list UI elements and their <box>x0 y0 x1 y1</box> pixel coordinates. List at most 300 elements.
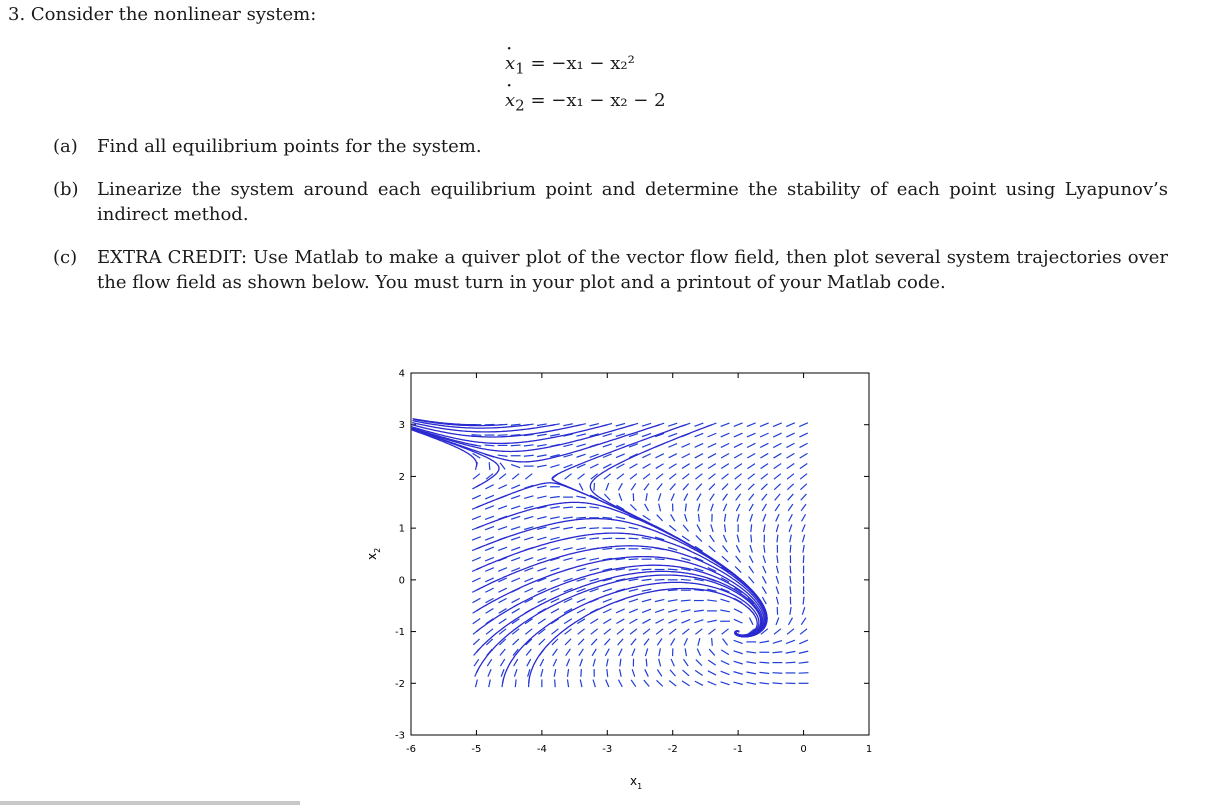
quiver-arrow <box>615 528 625 529</box>
quiver-arrow <box>524 496 533 499</box>
quiver-arrow <box>563 444 572 446</box>
quiver-arrow <box>682 474 689 479</box>
quiver-arrow <box>488 669 491 676</box>
quiver-arrow <box>671 659 674 666</box>
quiver-arrow <box>576 538 586 540</box>
quiver-arrow <box>721 433 730 437</box>
quiver-arrow <box>735 474 742 479</box>
quiver-arrow <box>629 538 639 539</box>
quiver-arrow <box>512 598 520 602</box>
quiver-arrow <box>566 649 571 656</box>
part-c <box>53 245 1168 295</box>
quiver-arrow <box>511 558 520 561</box>
y-axis-label: $x_2$ <box>365 547 382 560</box>
quiver-arrow <box>723 546 728 553</box>
quiver-arrow <box>775 504 780 511</box>
quiver-arrow <box>709 474 716 479</box>
quiver-arrow <box>786 640 795 643</box>
quiver-arrow <box>751 535 752 543</box>
quiver-arrow <box>603 444 612 447</box>
quiver-arrow <box>671 638 675 645</box>
quiver-arrow <box>786 651 796 653</box>
quiver-arrow <box>576 517 586 518</box>
quiver-arrow <box>655 454 663 458</box>
part-c-text: EXTRA CREDIT: Use Matlab to make a quiver plot of the vector flow field, then plot several system trajectories over the flow field as shown below. You must turn in your plot and a printout of your Matlab code. <box>97 247 1168 293</box>
quiver-arrow <box>563 507 573 508</box>
quiver-arrow <box>790 576 791 584</box>
quiver-arrow <box>606 680 609 687</box>
quiver-arrow <box>669 525 676 530</box>
quiver-arrow <box>763 514 766 521</box>
quiver-plot-figure <box>360 360 880 800</box>
quiver-arrow <box>550 568 559 571</box>
quiver-arrow <box>499 598 507 602</box>
quiver-arrow <box>655 619 663 623</box>
y-tick-label: 4 <box>398 368 405 380</box>
quiver-arrow <box>763 566 766 573</box>
equation-x2 <box>505 85 666 122</box>
quiver-arrow <box>515 679 516 687</box>
quiver-arrow <box>800 484 806 490</box>
x-tick-label: -5 <box>471 744 482 755</box>
quiver-arrow <box>657 670 662 677</box>
quiver-arrow <box>759 683 769 684</box>
quiver-arrow <box>682 443 691 447</box>
quiver-arrow <box>511 527 520 530</box>
quiver-arrow <box>541 669 543 677</box>
quiver-arrow <box>671 493 674 500</box>
quiver-arrow <box>760 641 770 643</box>
quiver-arrow <box>761 484 767 490</box>
quiver-arrow <box>790 586 791 594</box>
part-c-label: (c) <box>53 247 78 268</box>
quiver-arrow <box>759 672 769 673</box>
quiver-arrow <box>642 548 652 549</box>
quiver-arrow <box>721 464 729 469</box>
quiver-arrow <box>725 524 726 532</box>
quiver-arrow <box>695 454 703 458</box>
quiver-arrow <box>565 474 572 479</box>
quiver-arrow <box>593 659 595 667</box>
quiver-arrow <box>786 423 795 427</box>
quiver-arrow <box>683 670 690 676</box>
quiver-arrow <box>564 619 572 624</box>
quiver-arrow <box>578 639 584 645</box>
quiver-arrow <box>551 609 559 613</box>
quiver-arrow <box>565 639 571 645</box>
quiver-arrow <box>658 493 660 501</box>
quiver-arrow <box>577 454 586 457</box>
quiver-arrow <box>694 620 703 623</box>
quiver-arrow <box>656 629 663 634</box>
quiver-arrow <box>710 535 715 542</box>
quiver-arrow <box>589 507 599 508</box>
part-a-text: Find all equilibrium points for the system. <box>97 136 482 157</box>
quiver-arrow <box>550 465 559 468</box>
quiver-arrow <box>789 618 793 625</box>
quiver-arrow <box>786 443 794 447</box>
quiver-arrow <box>524 558 533 561</box>
quiver-arrow <box>498 568 507 572</box>
quiver-arrow <box>616 619 624 624</box>
quiver-arrow <box>537 558 546 561</box>
trajectory <box>412 425 659 462</box>
quiver-arrow <box>774 474 781 479</box>
y-tick-label: 2 <box>398 471 405 483</box>
quiver-arrow <box>555 679 556 687</box>
quiver-arrow <box>568 669 569 677</box>
quiver-arrow <box>799 662 809 663</box>
quiver-arrow <box>747 443 755 447</box>
quiver-arrow <box>475 679 477 687</box>
quiver-arrow <box>695 433 704 437</box>
quiver-arrow <box>616 444 625 447</box>
quiver-arrow <box>800 474 807 479</box>
quiver-arrow <box>694 610 704 611</box>
quiver-arrow <box>681 579 691 580</box>
quiver-arrow <box>472 516 481 520</box>
quiver-arrow <box>776 618 779 625</box>
quiver-arrow <box>632 669 635 676</box>
quiver-arrow <box>500 463 505 470</box>
quiver-arrow <box>659 504 661 512</box>
quiver-arrow <box>485 506 494 509</box>
quiver-arrow <box>696 484 702 490</box>
quiver-arrow <box>642 454 650 458</box>
equation-x1-rhs: = −x₁ − x₂² <box>530 53 635 74</box>
quiver-arrow <box>723 494 728 501</box>
quiver-arrow <box>669 629 676 634</box>
quiver-arrow <box>657 484 662 491</box>
quiver-arrow <box>489 462 490 470</box>
quiver-arrow <box>605 649 609 656</box>
quiver-arrow <box>524 516 533 519</box>
quiver-arrow <box>511 547 520 550</box>
quiver-arrow <box>773 453 781 458</box>
quiver-arrow <box>668 600 678 602</box>
quiver-arrow <box>485 568 494 572</box>
quiver-arrow <box>551 578 560 581</box>
quiver-arrow <box>683 484 689 490</box>
quiver-arrow <box>789 514 793 521</box>
quiver-arrow <box>537 517 546 519</box>
quiver-arrow <box>669 681 676 686</box>
quiver-arrow <box>802 607 804 615</box>
quiver-arrow <box>683 659 688 666</box>
quiver-arrow <box>709 649 715 655</box>
quiver-arrow <box>668 423 677 426</box>
quiver-arrow <box>537 434 547 436</box>
quiver-arrow <box>695 443 703 447</box>
quiver-arrow <box>485 588 493 592</box>
quiver-arrow <box>485 557 494 561</box>
part-b-label: (b) <box>53 179 79 200</box>
quiver-arrow <box>773 683 783 684</box>
quiver-arrow <box>643 515 651 520</box>
quiver-arrow <box>645 648 647 656</box>
quiver-arrow <box>514 669 517 676</box>
quiver-arrow <box>799 423 808 427</box>
quiver-arrow <box>723 639 728 646</box>
quiver-arrow <box>736 545 740 552</box>
quiver-arrow <box>550 507 560 509</box>
quiver-arrow <box>668 590 678 591</box>
quiver-arrow <box>655 599 664 601</box>
quiver-arrow <box>803 597 804 605</box>
quiver-arrow <box>733 682 742 684</box>
quiver-arrow <box>787 453 795 458</box>
x-axis-label: $x_1$ <box>630 774 643 791</box>
quiver-arrow <box>527 659 531 666</box>
quiver-arrow <box>498 588 506 592</box>
quiver-arrow <box>604 629 611 634</box>
quiver-arrow <box>537 486 546 488</box>
y-tick-label: -2 <box>395 678 405 690</box>
quiver-arrow <box>749 556 753 563</box>
x1-dot: · x <box>505 48 515 80</box>
quiver-arrow <box>590 464 598 468</box>
quiver-arrow <box>695 464 703 469</box>
quiver-arrow <box>695 474 702 479</box>
quiver-arrow <box>776 514 779 521</box>
quiver-arrow <box>646 493 647 501</box>
quiver-arrow <box>537 455 547 457</box>
quiver-arrow <box>776 586 778 594</box>
quiver-arrow <box>602 538 612 539</box>
quiver-arrow <box>749 577 754 583</box>
quiver-arrow <box>537 465 547 467</box>
quiver-arrow <box>734 609 742 613</box>
part-b <box>53 177 1168 227</box>
quiver-arrow <box>747 453 755 458</box>
quiver-arrow <box>618 639 624 645</box>
quiver-arrow <box>749 618 753 625</box>
quiver-arrow <box>629 599 638 602</box>
quiver-arrow <box>777 535 778 543</box>
quiver-arrow <box>616 517 625 519</box>
quiver-arrow <box>788 504 793 511</box>
quiver-arrow <box>685 504 686 512</box>
quiver-arrow <box>551 629 558 634</box>
quiver-arrow <box>695 629 702 634</box>
quiver-arrow <box>682 536 689 541</box>
quiver-arrow <box>619 493 622 500</box>
quiver-arrow <box>734 433 743 437</box>
quiver-arrow <box>602 548 612 549</box>
quiver-arrow <box>801 618 806 625</box>
quiver-arrow <box>709 546 715 552</box>
quiver-arrow <box>748 484 754 490</box>
quiver-arrow <box>724 514 725 522</box>
quiver-arrow <box>617 474 624 479</box>
quiver-arrow <box>590 578 599 581</box>
quiver-arrow <box>631 639 636 646</box>
quiver-arrow <box>645 504 649 511</box>
quiver-arrow <box>576 558 585 560</box>
quiver-arrow <box>631 680 636 687</box>
quiver-arrow <box>486 629 493 634</box>
quiver-arrow <box>644 639 649 646</box>
quiver-arrow <box>512 609 520 614</box>
quiver-arrow <box>721 423 730 426</box>
quiver-arrow <box>723 535 726 542</box>
quiver-arrow <box>592 649 596 656</box>
trajectory <box>476 575 760 673</box>
quiver-arrow <box>563 558 572 561</box>
quiver-arrow <box>736 494 741 501</box>
quiver-arrow <box>524 537 533 540</box>
quiver-arrow <box>511 578 520 582</box>
quiver-arrow <box>511 537 520 540</box>
quiver-arrow <box>708 454 716 458</box>
quiver-arrow <box>709 629 716 634</box>
quiver-arrow <box>591 639 597 645</box>
quiver-arrow <box>734 443 742 447</box>
quiver-arrow <box>485 547 494 550</box>
quiver-arrow <box>603 619 611 624</box>
quiver-arrow <box>763 555 765 563</box>
quiver-arrow <box>774 629 781 634</box>
quiver-arrow <box>498 527 507 530</box>
quiver-arrow <box>746 652 756 653</box>
quiver-arrow <box>695 681 703 685</box>
quiver-arrow <box>603 589 612 592</box>
quiver-arrow <box>760 423 769 427</box>
quiver-arrow <box>711 504 714 511</box>
quiver-arrow <box>799 640 808 644</box>
quiver-arrow <box>764 545 765 553</box>
quiver-arrow <box>578 474 585 479</box>
quiver-arrow <box>668 610 677 613</box>
quiver-arrow <box>657 680 663 686</box>
y-tick-label: 3 <box>398 420 405 432</box>
plot-frame <box>411 373 869 735</box>
quiver-arrow <box>684 638 687 645</box>
quiver-arrow <box>524 578 533 582</box>
x-tick-label: 0 <box>800 744 807 755</box>
quiver-arrow <box>485 537 494 540</box>
quiver-arrow <box>668 547 677 550</box>
quiver-arrow <box>473 619 480 624</box>
quiver-arrow <box>604 474 611 479</box>
quiver-arrow <box>708 443 716 447</box>
quiver-arrow <box>737 535 739 543</box>
quiver-arrow <box>645 669 649 676</box>
quiver-arrow <box>668 433 677 436</box>
quiver-arrow <box>655 609 664 612</box>
quiver-arrow <box>760 453 768 458</box>
quiver-arrow <box>499 619 506 624</box>
quiver-arrow <box>749 494 754 501</box>
quiver-arrow <box>550 496 560 497</box>
quiver-arrow <box>761 474 768 479</box>
quiver-arrow <box>576 444 585 447</box>
quiver-arrow <box>550 548 559 551</box>
quiver-arrow <box>707 600 717 601</box>
quiver-arrow <box>511 445 521 446</box>
quiver-arrow <box>721 661 729 665</box>
y-tick-label: 0 <box>398 575 405 587</box>
quiver-arrow <box>602 517 612 518</box>
quiver-arrow <box>511 496 520 499</box>
quiver-arrow <box>723 504 726 511</box>
quiver-arrow <box>721 671 730 674</box>
quiver-arrow <box>629 464 637 469</box>
quiver-arrow <box>799 651 808 653</box>
quiver-arrow <box>659 659 661 667</box>
quiver-arrow <box>591 629 598 634</box>
quiver-arrow <box>697 494 701 501</box>
quiver-arrow <box>607 669 608 677</box>
quiver-arrow <box>683 525 688 531</box>
quiver-arrow <box>708 433 717 437</box>
quiver-arrow <box>631 483 636 490</box>
quiver-arrow <box>643 464 651 469</box>
quiver-arrow <box>682 464 690 469</box>
quiver-arrow <box>802 514 806 521</box>
quiver-arrow <box>576 568 585 571</box>
quiver-arrow <box>736 504 740 511</box>
quiver-arrow <box>511 516 520 519</box>
quiver-arrow <box>474 659 479 666</box>
quiver-arrow <box>472 435 482 436</box>
quiver-arrow <box>787 629 794 634</box>
quiver-arrow <box>603 434 612 437</box>
quiver-arrow <box>567 679 568 687</box>
quiver-arrow <box>550 434 560 436</box>
quiver-arrow <box>646 659 647 667</box>
quiver-arrow <box>720 599 729 602</box>
quiver-arrow <box>749 504 753 511</box>
quiver-arrow <box>552 649 557 656</box>
quiver-arrow <box>642 569 652 570</box>
quiver-arrow <box>669 454 677 458</box>
y-tick-label: 1 <box>398 523 405 535</box>
quiver-arrow <box>642 444 651 447</box>
quiver-arrow <box>707 620 716 622</box>
quiver-arrow <box>696 535 702 541</box>
quiver-arrow <box>537 445 547 447</box>
quiver-arrow <box>629 569 639 570</box>
quiver-arrow <box>498 547 507 550</box>
quiver-arrow <box>513 639 519 645</box>
quiver-arrow <box>656 464 664 469</box>
quiver-arrow <box>539 639 545 645</box>
quiver-arrow <box>803 545 804 553</box>
quiver-arrow <box>525 629 532 634</box>
quiver-arrow <box>589 528 599 529</box>
quiver-arrow <box>801 504 806 511</box>
quiver-arrow <box>734 619 743 623</box>
quiver-arrow <box>697 525 701 532</box>
quiver-arrow <box>657 515 663 521</box>
quiver-arrow <box>698 638 700 646</box>
quiver-arrow <box>567 659 570 666</box>
quiver-arrow <box>761 464 768 469</box>
quiver-arrow <box>579 483 583 490</box>
quiver-arrow <box>550 537 559 539</box>
quiver-arrow <box>709 484 715 490</box>
quiver-arrow <box>776 576 778 584</box>
quiver-arrow <box>577 609 585 613</box>
quiver-arrow <box>594 483 595 491</box>
quiver-arrow <box>684 494 688 501</box>
quiver-arrow <box>773 652 783 653</box>
quiver-arrow <box>747 433 756 437</box>
quiver-arrow <box>498 485 506 489</box>
quiver-arrow <box>525 588 534 592</box>
quiver-arrow <box>616 454 625 458</box>
